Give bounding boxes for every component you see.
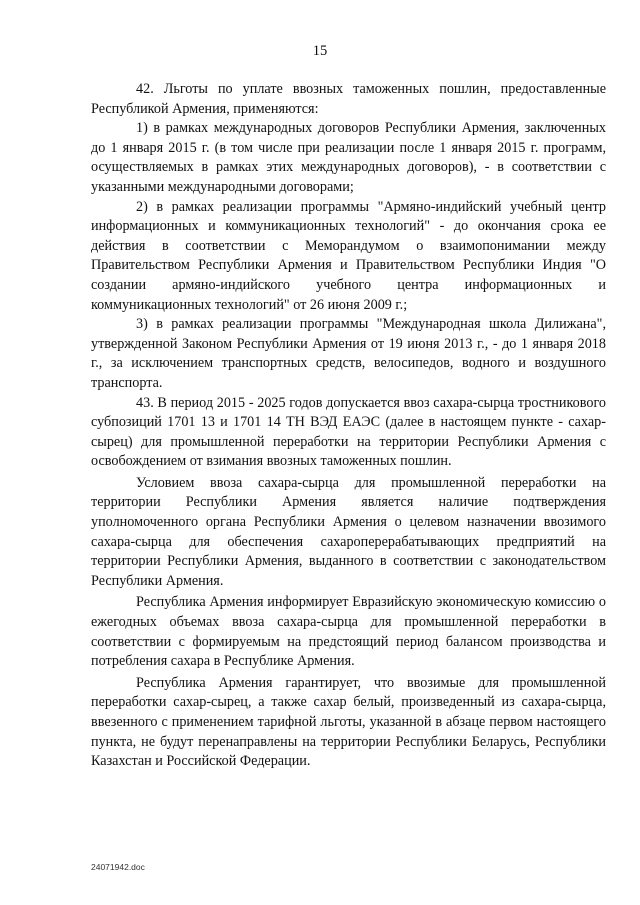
file-name-footer: 24071942.doc: [91, 862, 145, 872]
document-body: [91, 80, 606, 772]
paragraph-43: 43. В период 2015 - 2025 годов допускается ввоз сахара-сырца тростникового субпозиций 1701 13 и 1701 14 ТН ВЭД ЕАЭС (далее в настоящем пункте - сахар-сырец) для промышленной переработки на территории Республики Армения с освобождением от взимания ввозных таможенных пошлин.: [91, 394, 606, 470]
paragraph-42-item-2: 2) в рамках реализации программы "Армяно-индийский учебный центр информационных и коммуникационных технологий" - до окончания срока ее действия в соответствии с Меморандумом о взаимопонимании между Правительством Республики Армения и Правительством Республики Индия "О создании армяно-индийского учебного центра информационных и коммуникационных технологий" от 26 июня 2009 г.;: [91, 198, 606, 313]
page-number: 15: [312, 43, 328, 59]
paragraph-42-item-3: 3) в рамках реализации программы "Международная школа Дилижана", утвержденной Законом Республики Армения от 19 июня 2013 г., - до 1 января 2018 г., за исключением транспортных средств, велосипедов, водного и воздушного транспорта.: [91, 316, 606, 391]
paragraph-43-informs: Республика Армения информирует Евразийскую экономическую комиссию о ежегодных объемах ввоза сахара-сырца для промышленной переработки в соответствии с формируемым на предстоящий период балансом производства и потребления сахара в Республике Армения.: [91, 594, 606, 670]
paragraph-43-guarantees: Республика Армения гарантирует, что ввозимые для промышленной переработки сахар-сырец, а также сахар белый, произведенный из сахара-сырца, ввезенного с применением тарифной льготы, указанной в абзаце первом настоящего пункта, не будут перенаправлены на территории Республики Беларусь, Республики Казахстан и Российской Федерации.: [91, 674, 606, 770]
paragraph-43-condition: Условием ввоза сахара-сырца для промышленной переработки на территории Республики Армения является наличие подтверждения уполномоченного органа Республики Армения о целевом назначении ввозимого сахара-сырца для обеспечения сахароперерабатывающих предприятий на территории Республики Армения, выданного в соответствии с законодательством Республики Армения.: [91, 474, 606, 589]
paragraph-42: 42. Льготы по уплате ввозных таможенных пошлин, предоставленные Республикой Армения, применяются:: [91, 81, 606, 117]
paragraph-42-item-1: 1) в рамках международных договоров Республики Армения, заключенных до 1 января 2015 г. (в том числе при реализации после 1 января 2015 г. программ, осуществляемых в рамках этих международных договоров), - в соответствии с указанными международными договорами;: [91, 120, 606, 195]
